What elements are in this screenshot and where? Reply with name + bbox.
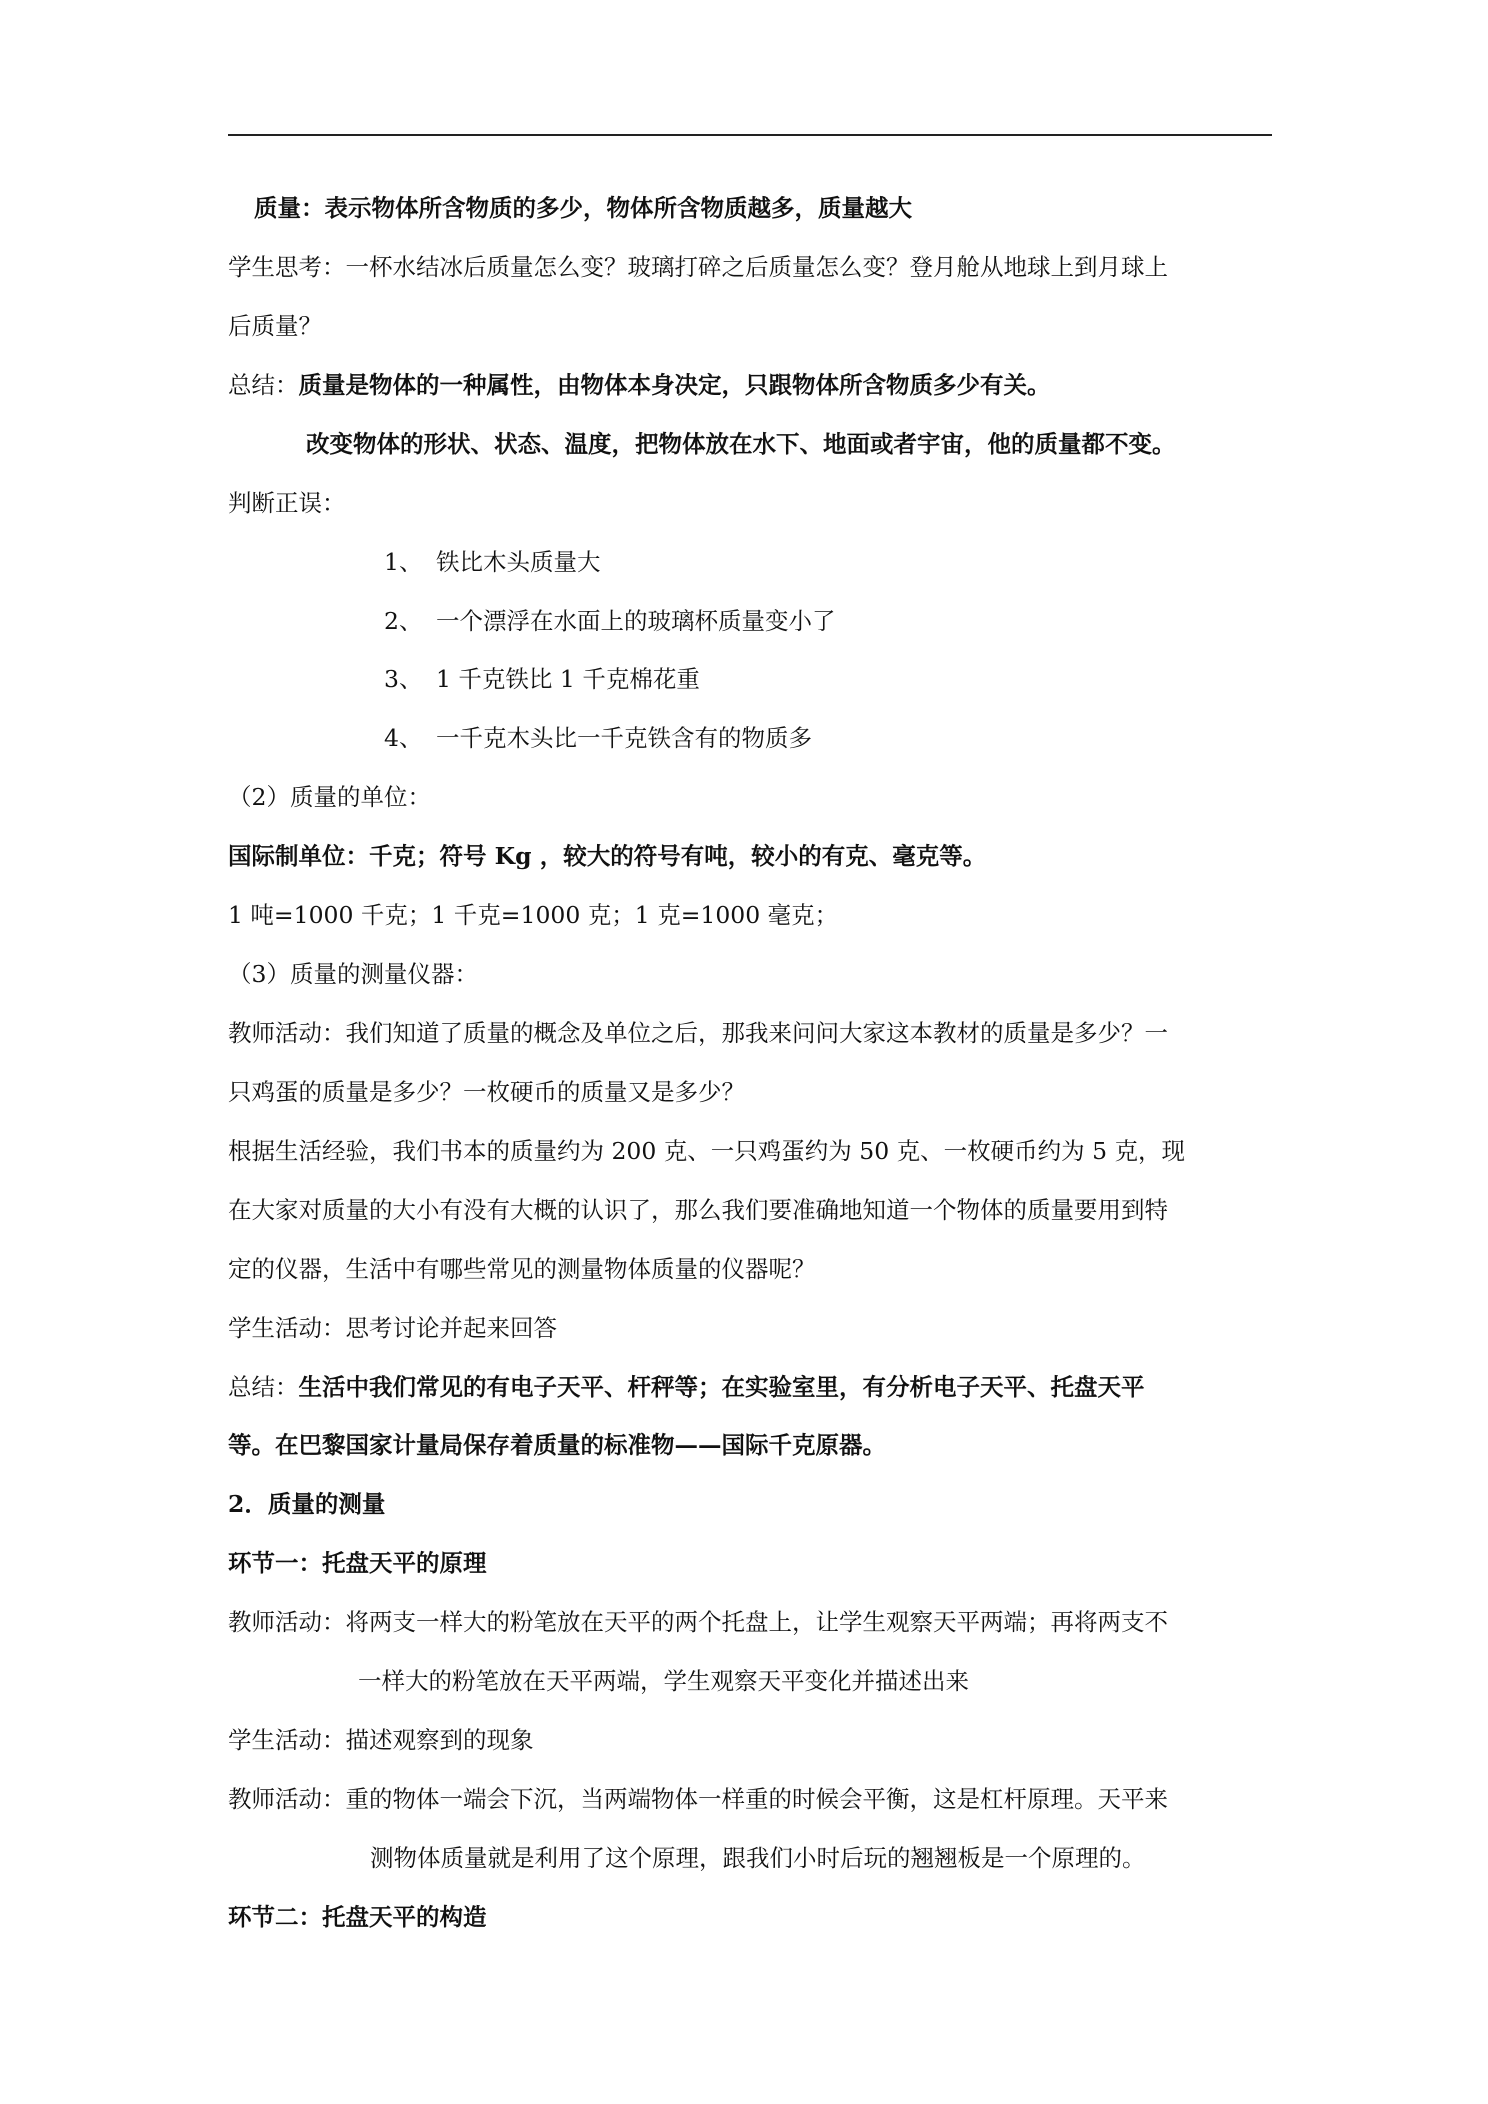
judge-item-text: 铁比木头质量大 [436,548,601,576]
summary-prefix: 总结： [228,371,299,399]
judge-item-number: 1、 [384,548,423,576]
teacher-activity-3-line-1: 教师活动：重的物体一端会下沉，当两端物体一样重的时候会平衡，这是杠杆原理。天平来 [228,1785,1168,1813]
life-experience-line-2: 在大家对质量的大小有没有大概的认识了，那么我们要准确地知道一个物体的质量要用到特 [228,1196,1168,1224]
summary-prefix: 总结： [228,1373,299,1401]
header-rule [228,134,1272,136]
units-conversion: 1 吨=1000 千克；1 千克=1000 克；1 克=1000 毫克； [228,901,839,929]
summary-paragraph-1 [228,370,1278,400]
summary-bold-text: 生活中我们常见的有电子天平、杆秤等；在实验室里，有分析电子天平、托盘天平 [298,1373,1145,1401]
judge-item-number: 4、 [384,724,423,752]
teacher-activity-2-line-1: 教师活动：将两支一样大的粉笔放在天平的两个托盘上，让学生观察天平两端；再将两支不 [228,1608,1168,1636]
life-experience-line-3: 定的仪器，生活中有哪些常见的测量物体质量的仪器呢？ [228,1255,816,1283]
judge-item-4 [384,723,1434,753]
student-think-line-2: 后质量？ [228,312,322,340]
judge-item-3 [384,664,1434,694]
units-heading: （2）质量的单位： [228,783,431,811]
units-international: 国际制单位：千克；符号 Kg ，较大的符号有吨，较小的有克、毫克等。 [228,842,987,870]
teacher-activity-2-line-2: 一样大的粉笔放在天平两端，学生观察天平变化并描述出来 [358,1667,969,1695]
teacher-activity-3-line-2: 测物体质量就是利用了这个原理，跟我们小时后玩的翘翘板是一个原理的。 [370,1844,1146,1872]
life-experience-line-1: 根据生活经验，我们书本的质量约为 200 克、一只鸡蛋约为 50 克、一枚硬币约为 5 克，现 [228,1137,1186,1165]
step-1-heading: 环节一：托盘天平的原理 [228,1549,487,1577]
instrument-heading: （3）质量的测量仪器： [228,960,478,988]
teacher-activity-1-line-2: 只鸡蛋的质量是多少？一枚硬币的质量又是多少？ [228,1078,745,1106]
judge-item-text: 1 千克铁比 1 千克棉花重 [436,665,700,693]
step-2-heading: 环节二：托盘天平的构造 [228,1903,487,1931]
mass-definition: 质量：表示物体所含物质的多少，物体所含物质越多，质量越大 [254,194,912,222]
summary-continuation: 改变物体的形状、状态、温度，把物体放在水下、地面或者宇宙，他的质量都不变。 [306,430,1176,458]
section-heading-measurement: 2．质量的测量 [228,1490,386,1518]
teacher-activity-1-line-1: 教师活动：我们知道了质量的概念及单位之后，那我来问问大家这本教材的质量是多少？一 [228,1019,1168,1047]
judge-heading: 判断正误： [228,489,346,517]
judge-item-number: 3、 [384,665,423,693]
judge-item-2 [384,606,1434,636]
summary-paragraph-2 [228,1372,1278,1402]
judge-item-text: 一千克木头比一千克铁含有的物质多 [436,724,812,752]
student-activity-2: 学生活动：描述观察到的现象 [228,1726,534,1754]
judge-item-text: 一个漂浮在水面上的玻璃杯质量变小了 [436,607,836,635]
summary-paragraph-2-line-2: 等。在巴黎国家计量局保存着质量的标准物——国际千克原器。 [228,1431,886,1459]
summary-bold-text: 质量是物体的一种属性，由物体本身决定，只跟物体所含物质多少有关。 [298,371,1051,399]
student-think-line-1: 学生思考：一杯水结冰后质量怎么变？玻璃打碎之后质量怎么变？登月舱从地球上到月球上 [228,253,1168,281]
judge-item-1 [384,547,1434,577]
student-activity-1: 学生活动：思考讨论并起来回答 [228,1314,557,1342]
judge-item-number: 2、 [384,607,423,635]
